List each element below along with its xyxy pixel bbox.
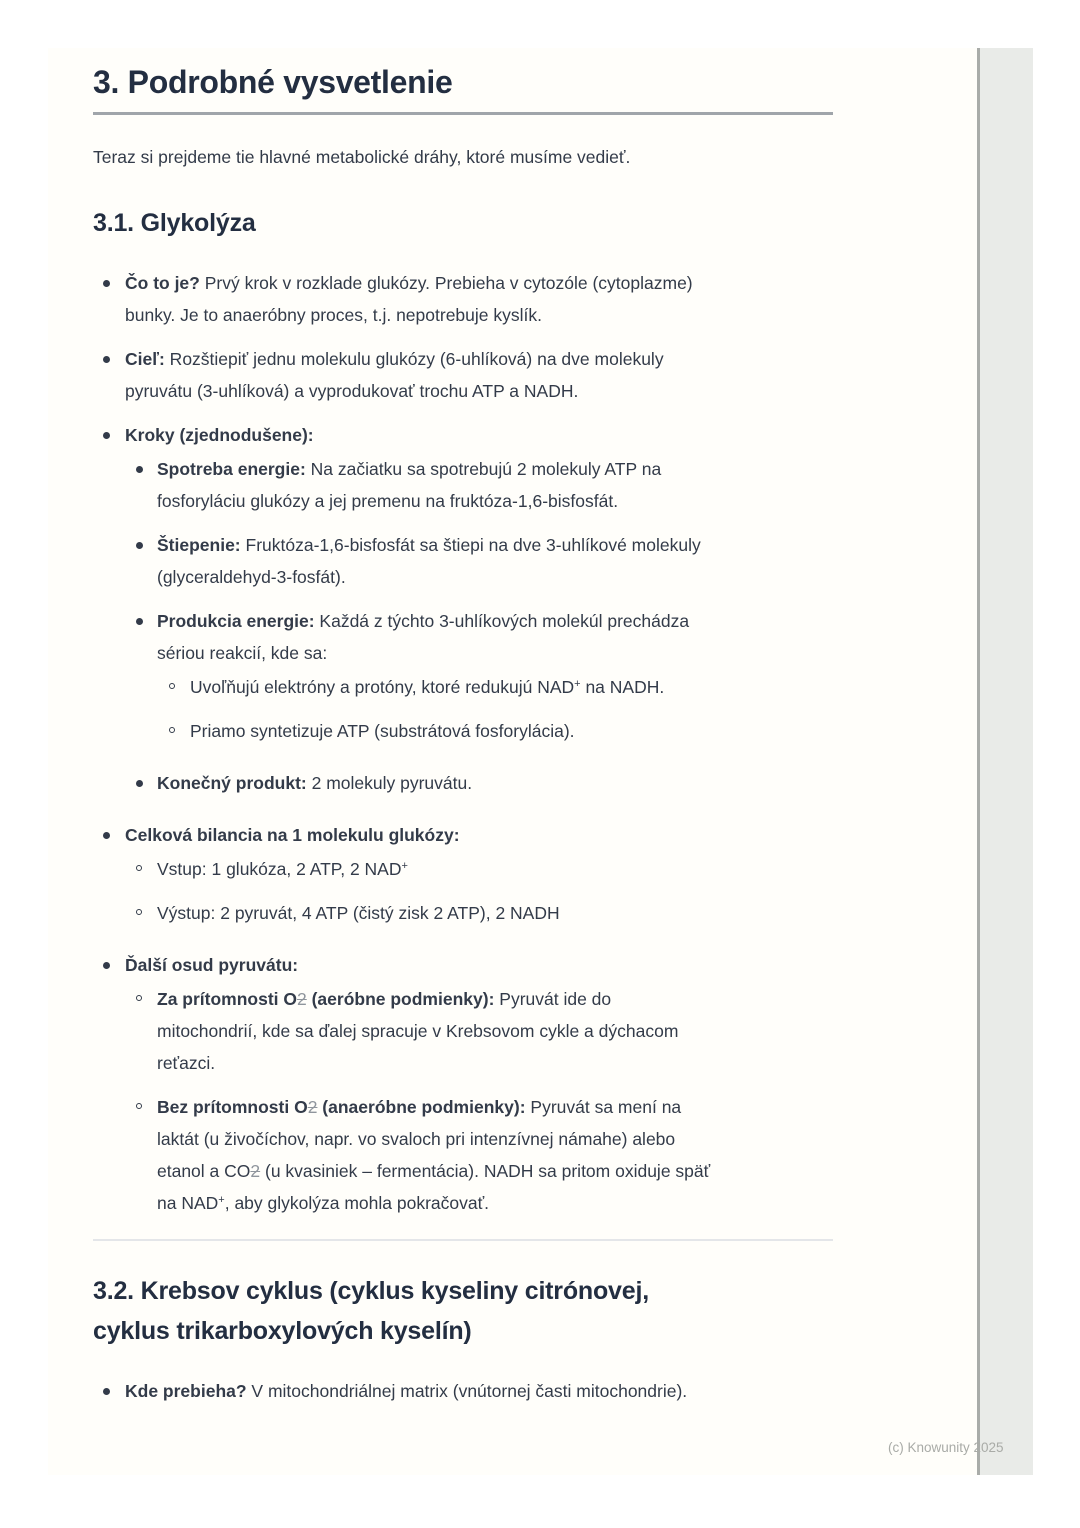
- text-segment: Každá z týchto 3-uhlíkových molekúl prechádza: [314, 611, 690, 631]
- list-item: [93, 949, 833, 981]
- subsection-heading: [93, 203, 833, 243]
- text-segment: mitochondrií, kde sa ďalej spracuje v Krebsovom cykle a dýchacom: [157, 1021, 679, 1041]
- text-segment: +: [218, 1194, 225, 1206]
- text-segment: sériou reakcií, kde sa:: [157, 643, 328, 663]
- list-item-text: [157, 459, 661, 511]
- list-item-text: [157, 1097, 710, 1213]
- page-side-strip: [977, 48, 1033, 1475]
- text-segment: Konečný produkt:: [157, 773, 307, 793]
- text-segment: Kroky (zjednodušene):: [125, 425, 314, 445]
- text-segment: Výstup: 2 pyruvát, 4 ATP (čistý zisk 2 ATP), 2 NADH: [157, 903, 560, 923]
- text-segment: Čo to je?: [125, 273, 200, 293]
- text-segment: Za prítomnosti O: [157, 989, 297, 1009]
- list-item-text: [157, 989, 678, 1073]
- list-item: [93, 1375, 833, 1407]
- list-item-text: [157, 859, 408, 879]
- list-item: [93, 453, 833, 517]
- bullet-marker: [136, 542, 143, 549]
- list-item: [93, 819, 833, 851]
- list-item-text: [190, 677, 664, 697]
- text-segment: Produkcia energie:: [157, 611, 315, 631]
- text-segment: Fruktóza-1,6-bisfosfát sa štiepi na dve 3-uhlíkové molekuly: [240, 535, 701, 555]
- list-item-text: [190, 721, 575, 741]
- bullet-marker: [103, 432, 110, 439]
- text-segment: Celková bilancia na 1 molekulu glukózy:: [125, 825, 460, 845]
- heading-rule: [93, 112, 833, 115]
- list-item-text: [125, 349, 664, 401]
- text-segment: +: [401, 860, 408, 872]
- bullet-marker: [136, 995, 142, 1001]
- text-segment: (u kvasiniek – fermentácia). NADH sa pritom oxiduje späť: [260, 1161, 711, 1181]
- text-segment: Na začiatku sa spotrebujú 2 molekuly ATP na: [305, 459, 662, 479]
- text-segment: (aeróbne podmienky):: [306, 989, 495, 1009]
- list-item: [93, 853, 833, 885]
- list-item: [93, 1091, 833, 1219]
- list-item: [93, 767, 833, 799]
- text-segment: 2: [250, 1161, 261, 1181]
- text-segment: Pyruvát sa mení na: [525, 1097, 682, 1117]
- list-item: [93, 419, 833, 451]
- list-item: [93, 605, 833, 669]
- text-segment: 3. Podrobné vysvetlenie: [93, 64, 453, 100]
- bullet-marker: [103, 832, 110, 839]
- text-segment: Kde prebieha?: [125, 1381, 247, 1401]
- text-segment: Teraz si prejdeme tie hlavné metabolické dráhy, ktoré musíme vedieť.: [93, 147, 631, 167]
- list-item: [93, 671, 833, 703]
- text-segment: Spotreba energie:: [157, 459, 306, 479]
- list-item: [93, 897, 833, 929]
- text-segment: Rozštiepiť jednu molekulu glukózy (6-uhlíková) na dve molekuly: [164, 349, 664, 369]
- text-segment: na NAD: [157, 1193, 219, 1213]
- text-segment: Cieľ:: [125, 349, 165, 369]
- list-item-text: [157, 773, 472, 793]
- section-divider: [93, 1239, 833, 1241]
- text-segment: bunky. Je to anaeróbny proces, t.j. nepotrebuje kyslík.: [125, 305, 542, 325]
- list-item-text: [157, 535, 701, 587]
- bullet-marker: [136, 618, 143, 625]
- list-item-text: [125, 425, 314, 445]
- text-segment: reťazci.: [157, 1053, 216, 1073]
- text-segment: cyklus trikarboxylových kyselín): [93, 1317, 472, 1345]
- page-content: [93, 48, 833, 1419]
- bullet-marker: [169, 683, 175, 689]
- text-segment: etanol a CO: [157, 1161, 251, 1181]
- list-item-text: [157, 903, 560, 923]
- text-segment: +: [574, 678, 581, 690]
- text-segment: V mitochondriálnej matrix (vnútornej časti mitochondrie).: [246, 1381, 688, 1401]
- subsection-heading: [93, 1271, 833, 1351]
- text-segment: 3.1. Glykolýza: [93, 209, 256, 237]
- text-segment: , aby glykolýza mohla pokračovať.: [224, 1193, 490, 1213]
- text-segment: Ďalší osud pyruvátu:: [125, 955, 299, 975]
- bullet-marker: [103, 356, 110, 363]
- bullet-marker: [136, 780, 143, 787]
- text-segment: 2 molekuly pyruvátu.: [306, 773, 473, 793]
- copyright-footer: (c) Knowunity 2025: [888, 1440, 1004, 1455]
- text-segment: fosforyláciu glukózy a jej premenu na fruktóza-1,6-bisfosfát.: [157, 491, 619, 511]
- bullet-marker: [103, 280, 110, 287]
- list-item-text: [157, 611, 689, 663]
- text-segment: Bez prítomnosti O: [157, 1097, 308, 1117]
- text-segment: laktát (u živočíchov, napr. vo svaloch pri intenzívnej námahe) alebo: [157, 1129, 676, 1149]
- text-segment: 3.2. Krebsov cyklus (cyklus kyseliny citrónovej,: [93, 1277, 649, 1305]
- list-item: [93, 529, 833, 593]
- text-segment: 2: [297, 989, 307, 1009]
- list-item-text: [125, 955, 298, 975]
- list-item: [93, 983, 833, 1079]
- list-item: [93, 267, 833, 331]
- main-heading: [93, 62, 833, 102]
- text-segment: Uvoľňujú elektróny a protóny, ktoré redukujú NAD: [190, 677, 575, 697]
- document-page: [48, 48, 977, 1475]
- list-item-text: [125, 1381, 687, 1401]
- text-segment: pyruvátu (3-uhlíková) a vyprodukovať trochu ATP a NADH.: [125, 381, 579, 401]
- bullet-marker: [169, 727, 175, 733]
- bullet-marker: [136, 1103, 142, 1109]
- bullet-marker: [136, 865, 142, 871]
- text-segment: Štiepenie:: [157, 535, 241, 555]
- text-segment: Vstup: 1 glukóza, 2 ATP, 2 NAD: [157, 859, 402, 879]
- text-segment: na NADH.: [580, 677, 665, 697]
- text-segment: Priamo syntetizuje ATP (substrátová fosforylácia).: [190, 721, 575, 741]
- text-segment: (glyceraldehyd-3-fosfát).: [157, 567, 346, 587]
- list-item-text: [125, 273, 693, 325]
- bullet-marker: [103, 1388, 110, 1395]
- bullet-marker: [103, 962, 110, 969]
- bullet-marker: [136, 909, 142, 915]
- list-item: [93, 715, 833, 747]
- text-segment: Pyruvát ide do: [494, 989, 612, 1009]
- text-segment: 2: [307, 1097, 318, 1117]
- bullet-marker: [136, 466, 143, 473]
- list-item: [93, 343, 833, 407]
- list-item-text: [125, 825, 460, 845]
- paragraph: [93, 141, 833, 173]
- text-segment: Prvý krok v rozklade glukózy. Prebieha v cytozóle (cytoplazme): [199, 273, 693, 293]
- text-segment: (anaeróbne podmienky):: [317, 1097, 526, 1117]
